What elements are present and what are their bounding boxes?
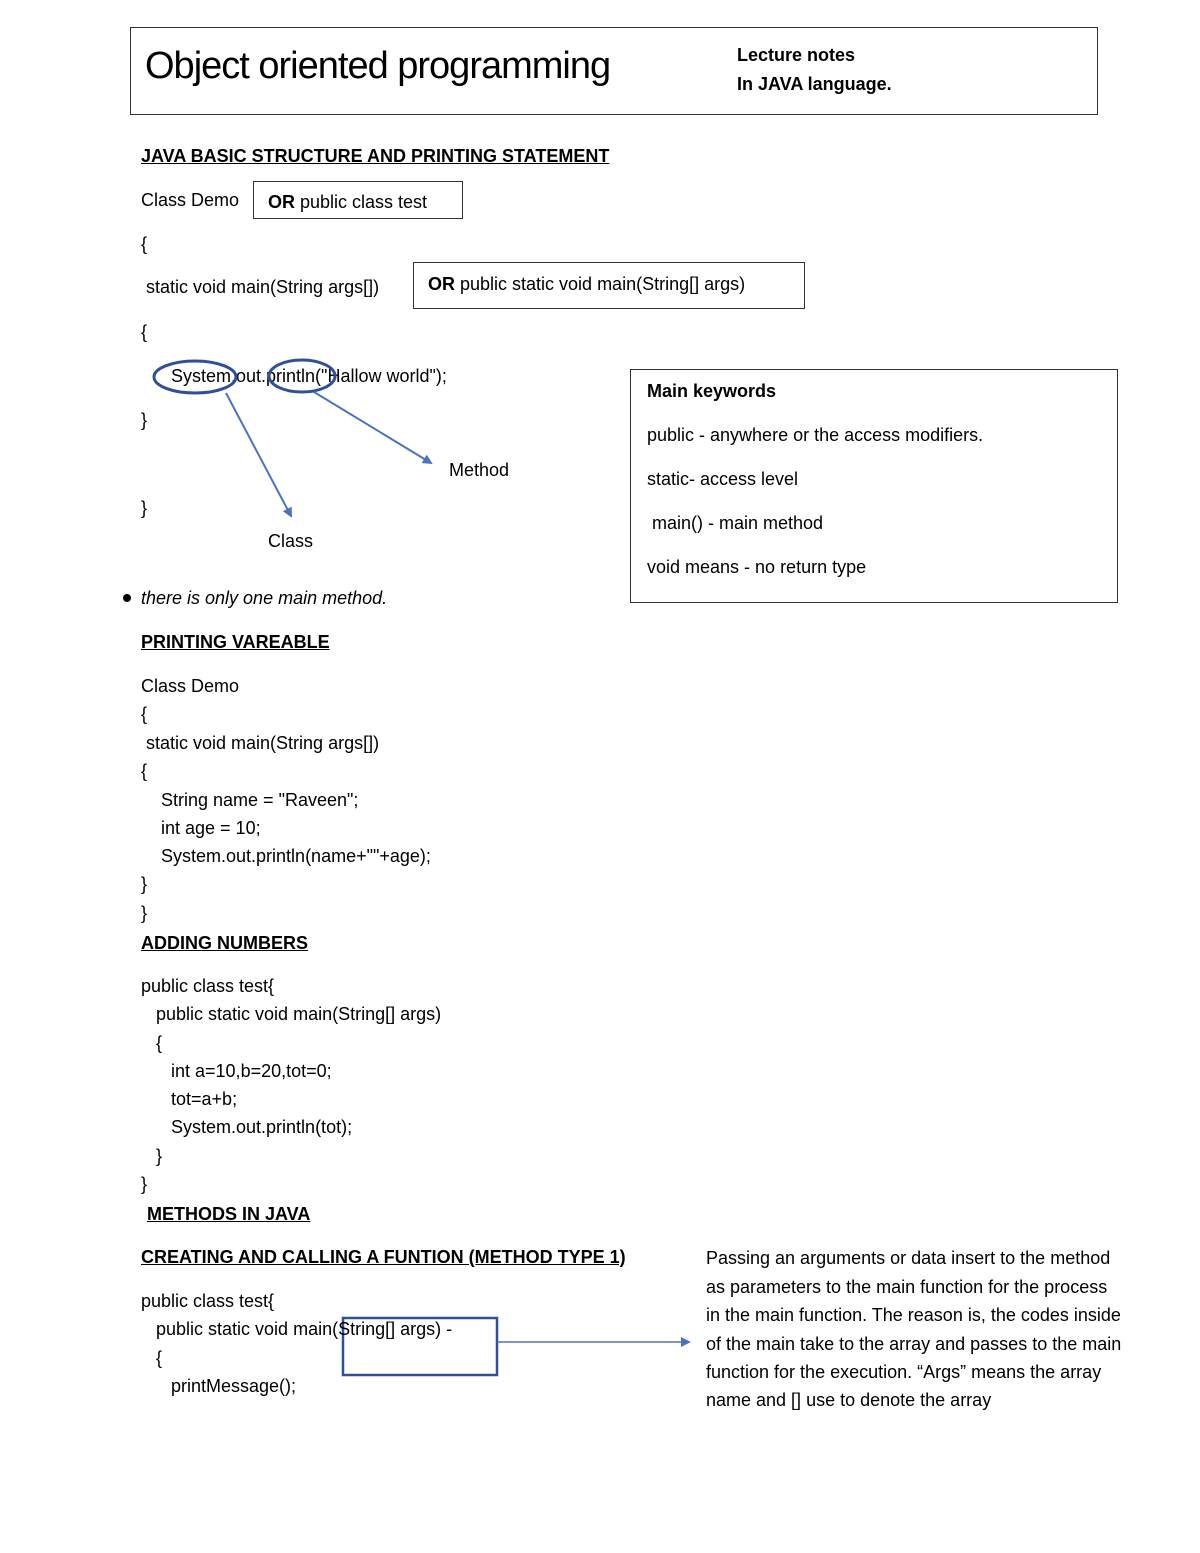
annotation-label-class: Class <box>268 531 314 551</box>
println-circle <box>269 360 335 392</box>
code-line: System.out.println(tot); <box>141 1117 353 1137</box>
section-subheading-method-type-1: CREATING AND CALLING A FUNTION (METHOD TYPE 1) <box>141 1247 626 1267</box>
arrow-to-method <box>314 392 431 463</box>
code-brace-close-1: } <box>141 410 148 430</box>
bullet-icon <box>123 594 131 602</box>
code-line: int age = 10; <box>141 818 261 838</box>
code-line: public class test{ <box>141 976 275 996</box>
code-line: public static void main(String[] args) - <box>141 1319 453 1339</box>
code-line: public static void main(String[] args) <box>141 1004 442 1024</box>
code-brace-open-1: { <box>141 234 148 254</box>
args-note-line: as parameters to the main function for the process <box>706 1277 1108 1297</box>
or-class-rest: public class test <box>295 192 428 212</box>
args-note-line: name and [] use to denote the array <box>706 1390 992 1410</box>
code-line: } <box>141 903 148 923</box>
code-line: { <box>141 761 148 781</box>
code-line: { <box>141 1033 163 1053</box>
code-line: } <box>141 1146 163 1166</box>
keyword-item-main: main() - main method <box>647 513 824 533</box>
args-note-line: Passing an arguments or data insert to the method <box>706 1248 1111 1268</box>
args-note-line: function for the execution. “Args” means the array <box>706 1362 1102 1382</box>
keyword-item-static: static- access level <box>647 469 799 489</box>
code-line-main: static void main(String args[]) <box>141 277 380 297</box>
args-note-line: in the main function. The reason is, the codes inside <box>706 1305 1121 1325</box>
or-class-bold: OR <box>268 192 295 212</box>
keywords-title: Main keywords <box>647 381 777 401</box>
system-circle <box>154 361 236 393</box>
annotation-label-method: Method <box>449 460 510 480</box>
code-line: static void main(String args[]) <box>141 733 380 753</box>
code-line-println: System.out.println("Hallow world"); <box>171 366 447 386</box>
or-main-rest: public static void main(String[] args) <box>455 274 746 294</box>
code-brace-open-2: { <box>141 322 148 342</box>
section-heading-methods: METHODS IN JAVA <box>147 1204 311 1224</box>
code-line-class-demo: Class Demo <box>141 190 240 210</box>
keyword-item-void: void means - no return type <box>647 557 867 577</box>
arrow-to-class <box>226 393 291 516</box>
code-line: } <box>141 874 148 894</box>
code-line: { <box>141 704 148 724</box>
code-line: System.out.println(name+""+age); <box>141 846 431 866</box>
keyword-item-public: public - anywhere or the access modifiers. <box>647 425 984 445</box>
args-note-line: of the main take to the array and passes to the main <box>706 1334 1122 1354</box>
section-heading-adding-numbers: ADDING NUMBERS <box>141 933 309 953</box>
code-line: Class Demo <box>141 676 240 696</box>
or-main-bold: OR <box>428 274 455 294</box>
code-line: String name = "Raveen"; <box>141 790 359 810</box>
page-title: Object oriented programming <box>145 45 611 87</box>
code-line: } <box>141 1174 148 1194</box>
code-line: public class test{ <box>141 1291 275 1311</box>
code-line: { <box>141 1348 163 1368</box>
code-brace-close-2: } <box>141 498 148 518</box>
header-subtitle-line2: In JAVA language. <box>737 74 892 94</box>
section-heading-basic-structure: JAVA BASIC STRUCTURE AND PRINTING STATEMENT <box>141 146 610 166</box>
code-line: tot=a+b; <box>141 1089 238 1109</box>
code-line: printMessage(); <box>141 1376 297 1396</box>
bullet-note: there is only one main method. <box>141 588 388 608</box>
code-line: int a=10,b=20,tot=0; <box>141 1061 332 1081</box>
header-subtitle-line1: Lecture notes <box>737 45 856 65</box>
section-heading-printing-variable: PRINTING VAREABLE <box>141 632 330 652</box>
